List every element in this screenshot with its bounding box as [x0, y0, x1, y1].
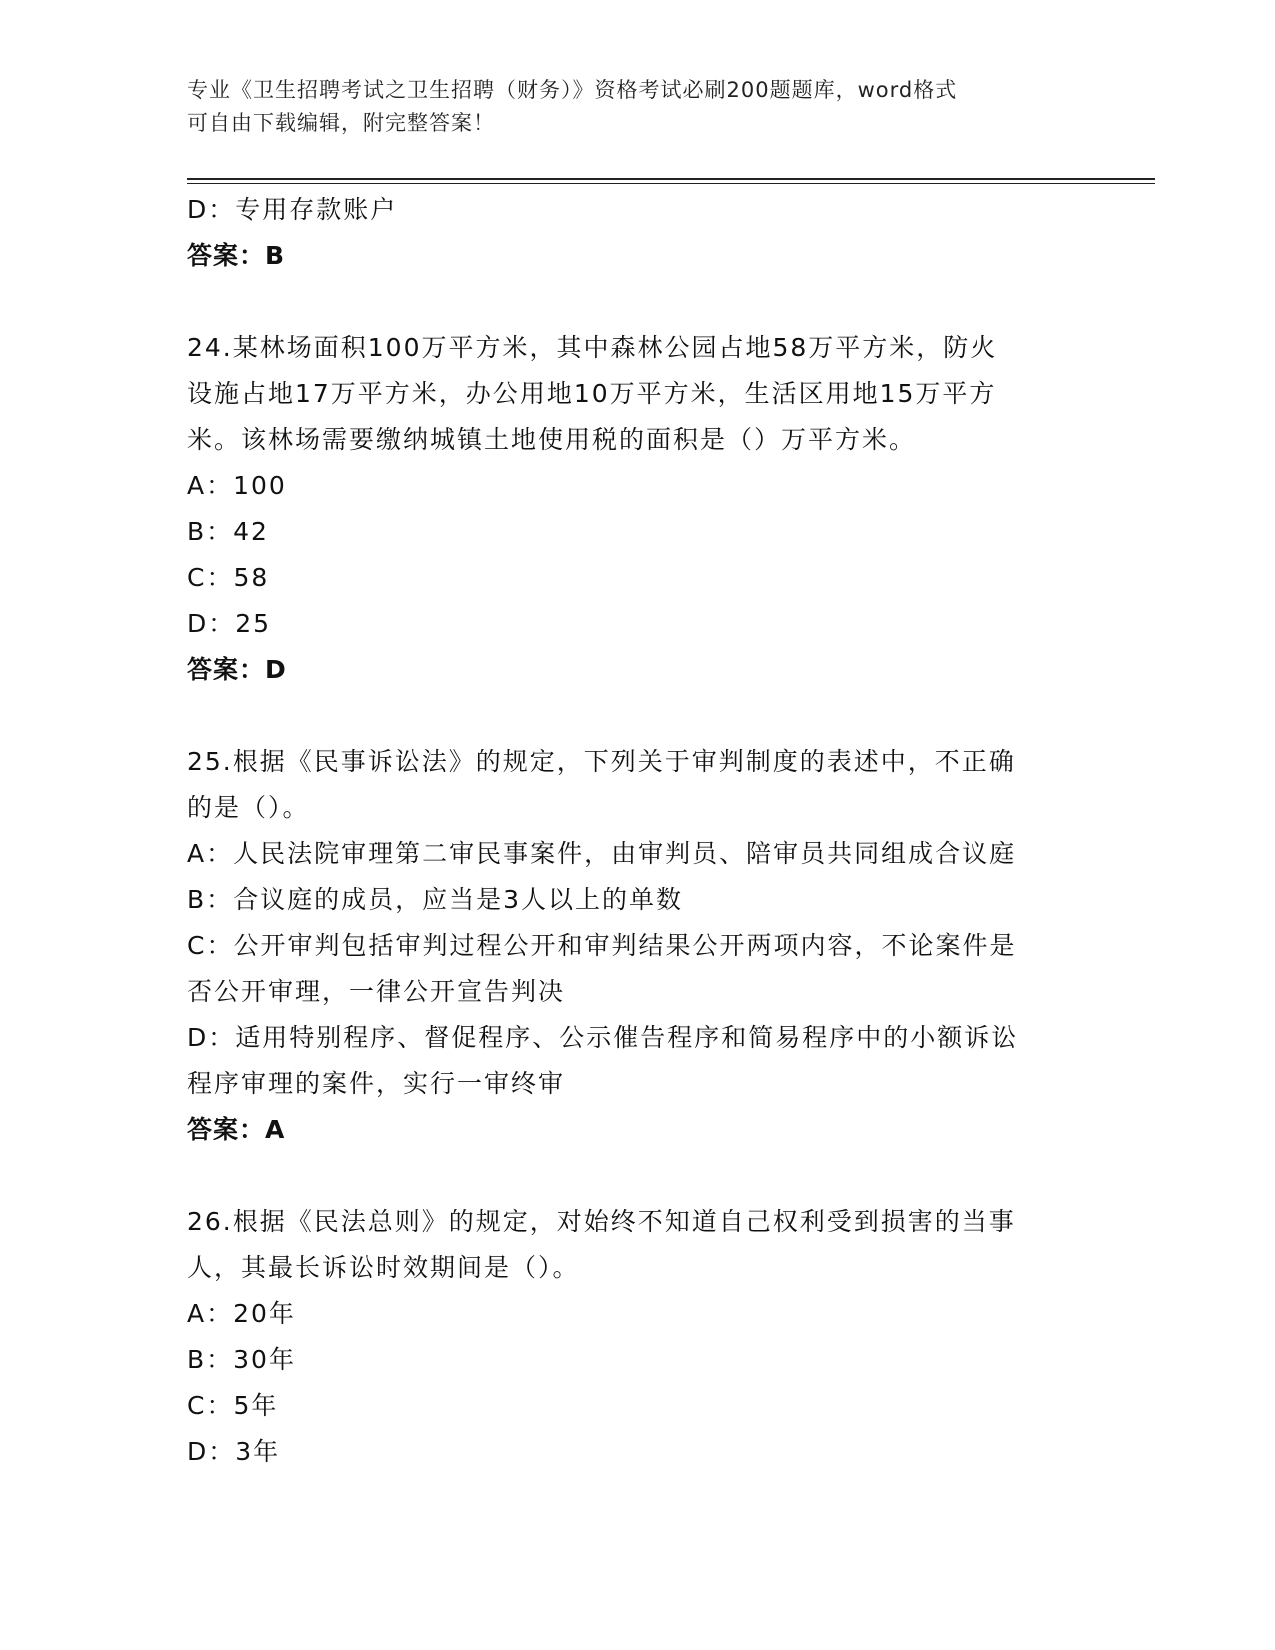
- option-d: D：25: [187, 609, 272, 638]
- question-stem-line: 24.某林场面积100万平方米，其中森林公园占地58万平方米，防火: [187, 333, 998, 362]
- option-d: D：适用特别程序、督促程序、公示催告程序和简易程序中的小额诉讼: [187, 1023, 1019, 1052]
- header-rule-thick: [187, 178, 1155, 180]
- question-26: [187, 1199, 1087, 1475]
- option-c: C：58: [187, 563, 270, 592]
- option-a: A：100: [187, 471, 287, 500]
- answer-label: 答案：A: [187, 1115, 286, 1144]
- option-b: B：30年: [187, 1345, 296, 1374]
- question-list: [187, 187, 1087, 1475]
- question-stem-line: 设施占地17万平方米，办公用地10万平方米，生活区用地15万平方: [187, 379, 997, 408]
- option-d: D：3年: [187, 1437, 281, 1466]
- question-stem-line: 26.根据《民法总则》的规定，对始终不知道自己权利受到损害的当事: [187, 1207, 1016, 1236]
- option-b: B：42: [187, 517, 269, 546]
- spacer: [187, 1153, 1087, 1199]
- option-c: C：5年: [187, 1391, 279, 1420]
- header-line-1: 专业《卫生招聘考试之卫生招聘（财务）》资格考试必刷200题题库，word格式: [187, 78, 958, 102]
- question-23-tail: [187, 187, 1087, 279]
- document-header: [187, 74, 1087, 140]
- answer-label: 答案：B: [187, 241, 286, 270]
- question-stem-line: 人，其最长诉讼时效期间是（）。: [187, 1253, 580, 1282]
- question-stem-line: 的是（）。: [187, 793, 310, 822]
- question-24: [187, 325, 1087, 693]
- header-rule-thin: [187, 183, 1155, 184]
- spacer: [187, 279, 1087, 325]
- header-line-2: 可自由下载编辑，附完整答案！: [187, 111, 495, 135]
- option-c-continued: 否公开审理，一律公开宣告判决: [187, 977, 566, 1006]
- option-a: A：20年: [187, 1299, 296, 1328]
- option-d: D：专用存款账户: [187, 195, 398, 224]
- option-a: A：人民法院审理第二审民事案件，由审判员、陪审员共同组成合议庭: [187, 839, 1017, 868]
- question-stem-line: 米。该林场需要缴纳城镇土地使用税的面积是（）万平方米。: [187, 425, 917, 454]
- option-d-continued: 程序审理的案件，实行一审终审: [187, 1069, 566, 1098]
- question-stem-line: 25.根据《民事诉讼法》的规定，下列关于审判制度的表述中，不正确: [187, 747, 1016, 776]
- option-b: B：合议庭的成员，应当是3人以上的单数: [187, 885, 684, 914]
- answer-label: 答案：D: [187, 655, 287, 684]
- spacer: [187, 693, 1087, 739]
- option-c: C：公开审判包括审判过程公开和审判结果公开两项内容，不论案件是: [187, 931, 1017, 960]
- question-25: [187, 739, 1087, 1153]
